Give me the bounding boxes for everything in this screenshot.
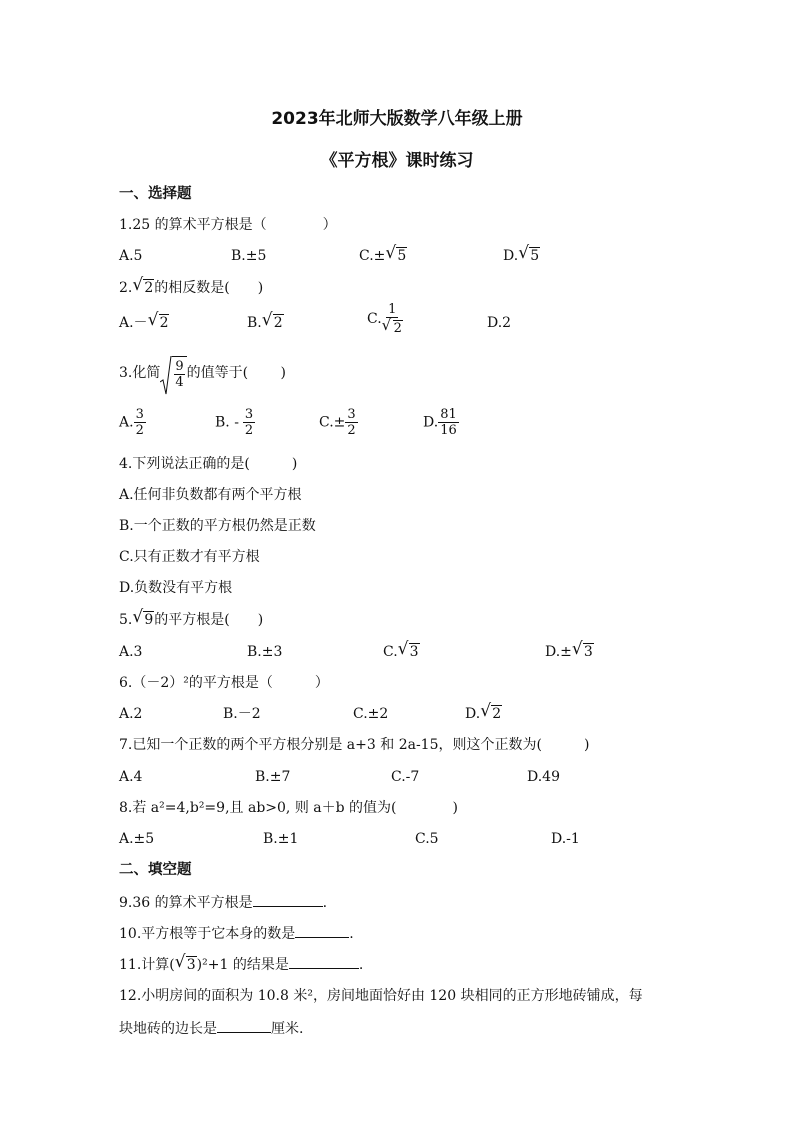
q4-option-c: C.只有正数才有平方根	[119, 549, 260, 565]
q5-option-d	[545, 639, 594, 662]
q6-option-b: B.－2	[223, 706, 261, 722]
question-12-line-1: 12.小明房间的面积为 10.8 米²，房间地面恰好由 120 块相同的正方形地砖铺成，每	[119, 988, 643, 1004]
q6-option-d	[465, 701, 502, 724]
question-1-stem: 1.25 的算术平方根是（ ）	[119, 217, 337, 233]
q11-suffix: .	[358, 957, 364, 973]
q1-d-prefix: D.	[503, 248, 519, 264]
q8-option-d: D.-1	[551, 831, 580, 847]
q1-option-c	[359, 243, 407, 266]
q1-option-a: A.5	[119, 248, 143, 264]
question-3-stem	[119, 356, 286, 390]
question-2-stem	[119, 275, 264, 298]
q7-option-d: D.49	[527, 769, 560, 785]
q3-d-prefix: D.	[423, 414, 439, 431]
q8-option-c: C.5	[415, 831, 439, 847]
section-heading-fill-blank: 二、填空题	[119, 862, 192, 878]
q2-option-d: D.2	[487, 315, 512, 331]
question-5-stem	[119, 607, 264, 630]
q11-mid: )²+1 的结果是	[196, 957, 289, 973]
q2-stem-suffix: 的相反数是( )	[154, 280, 264, 296]
q3-stem-prefix: 3.化简	[119, 365, 161, 381]
q2-c-prefix: C.	[367, 311, 382, 327]
q5-option-a: A.3	[119, 644, 143, 660]
document-title: 2023年北师大版数学八年级上册	[271, 109, 523, 129]
q2-a-prefix: A.－	[119, 315, 148, 331]
q2-stem-radical: √ 2	[132, 275, 154, 296]
question-8-stem: 8.若 a²=4,b²=9,且 ab>0, 则 a＋b 的值为( )	[119, 800, 458, 816]
question-9	[119, 892, 327, 913]
q6-d-prefix: D.	[465, 706, 481, 722]
q5-option-b: B.±3	[247, 644, 283, 660]
q2-b-prefix: B.	[247, 315, 262, 331]
q1-c-prefix: C.±	[359, 248, 386, 264]
q7-option-c: C.-7	[391, 769, 420, 785]
q12-suffix: 厘米.	[271, 1021, 304, 1037]
q9-suffix: .	[322, 895, 328, 911]
question-4-stem: 4.下列说法正确的是( )	[119, 456, 298, 472]
q3-a-fraction: $\frac{3}{2}$	[135, 407, 144, 438]
q1-c-radical: √ 5	[385, 243, 407, 264]
q11-prefix: 11.计算(	[119, 957, 175, 973]
q3-c-fraction: $\frac{3}{2}$	[347, 407, 356, 438]
q7-option-a: A.4	[119, 769, 143, 785]
q1-option-b: B.±5	[231, 248, 267, 264]
q6-d-radical: √ 2	[480, 701, 502, 722]
q10-prefix: 10.平方根等于它本身的数是	[119, 926, 296, 942]
q3-option-d	[423, 407, 459, 438]
q3-option-a	[119, 407, 146, 438]
q11-answer-blank[interactable]	[289, 954, 359, 969]
q8-option-b: B.±1	[263, 831, 299, 847]
q6-option-c: C.±2	[353, 706, 389, 722]
q5-c-prefix: C.	[383, 644, 398, 660]
q2-option-a	[119, 310, 169, 333]
q1-d-radical: √ 5	[518, 243, 540, 264]
q3-option-c	[319, 407, 358, 438]
question-11	[119, 954, 363, 975]
q4-option-b: B.一个正数的平方根仍然是正数	[119, 518, 316, 534]
q5-stem-radical: √ 9	[132, 607, 154, 628]
question-6-stem: 6.（－2）²的平方根是（ ）	[119, 675, 329, 691]
question-7-stem: 7.已知一个正数的两个平方根分别是 a+3 和 2a-15，则这个正数为( )	[119, 737, 590, 753]
q5-d-prefix: D.±	[545, 644, 572, 660]
q2-a-radical: √ 2	[147, 310, 169, 331]
q7-option-b: B.±7	[255, 769, 291, 785]
q12-answer-blank[interactable]	[217, 1018, 271, 1033]
q8-option-a: A.±5	[119, 831, 155, 847]
q5-c-radical: √ 3	[397, 639, 419, 660]
q3-c-prefix: C.±	[319, 414, 346, 431]
q6-option-a: A.2	[119, 706, 143, 722]
question-12-line-2	[119, 1018, 303, 1039]
q2-option-c	[367, 302, 403, 336]
q3-d-fraction: $\frac{81}{16}$	[440, 407, 457, 438]
q3-option-b	[215, 407, 255, 438]
q9-prefix: 9.36 的算术平方根是	[119, 895, 253, 911]
q3-stem-radical: $\frac{9}{4}$	[160, 356, 186, 390]
q2-option-b	[247, 310, 284, 333]
q1-option-d	[503, 243, 540, 266]
q9-answer-blank[interactable]	[253, 892, 323, 907]
q4-option-a: A.任何非负数都有两个平方根	[119, 487, 302, 503]
document-subtitle: 《平方根》课时练习	[320, 151, 474, 171]
q11-radical: √ 3	[174, 952, 196, 973]
q3-stem-suffix: 的值等于( )	[186, 365, 287, 381]
q3-b-fraction: $\frac{3}{2}$	[244, 407, 254, 438]
q5-option-c	[383, 639, 420, 662]
q4-option-d: D.负数没有平方根	[119, 580, 233, 596]
q5-d-radical: √ 3	[571, 639, 593, 660]
q10-answer-blank[interactable]	[295, 923, 349, 938]
q3-b-prefix: B. -	[215, 414, 239, 431]
q12-prefix: 块地砖的边长是	[119, 1021, 217, 1037]
q2-stem-prefix: 2.	[119, 280, 133, 296]
section-heading-choice: 一、选择题	[119, 186, 192, 202]
q2-c-fraction: 1 √ 2	[381, 302, 402, 336]
q5-stem-prefix: 5.	[119, 612, 133, 628]
q2-b-radical: √ 2	[261, 310, 283, 331]
question-10	[119, 923, 354, 944]
q5-stem-suffix: 的平方根是( )	[154, 612, 264, 628]
q3-a-prefix: A.	[119, 414, 134, 431]
q10-suffix: .	[349, 926, 354, 942]
